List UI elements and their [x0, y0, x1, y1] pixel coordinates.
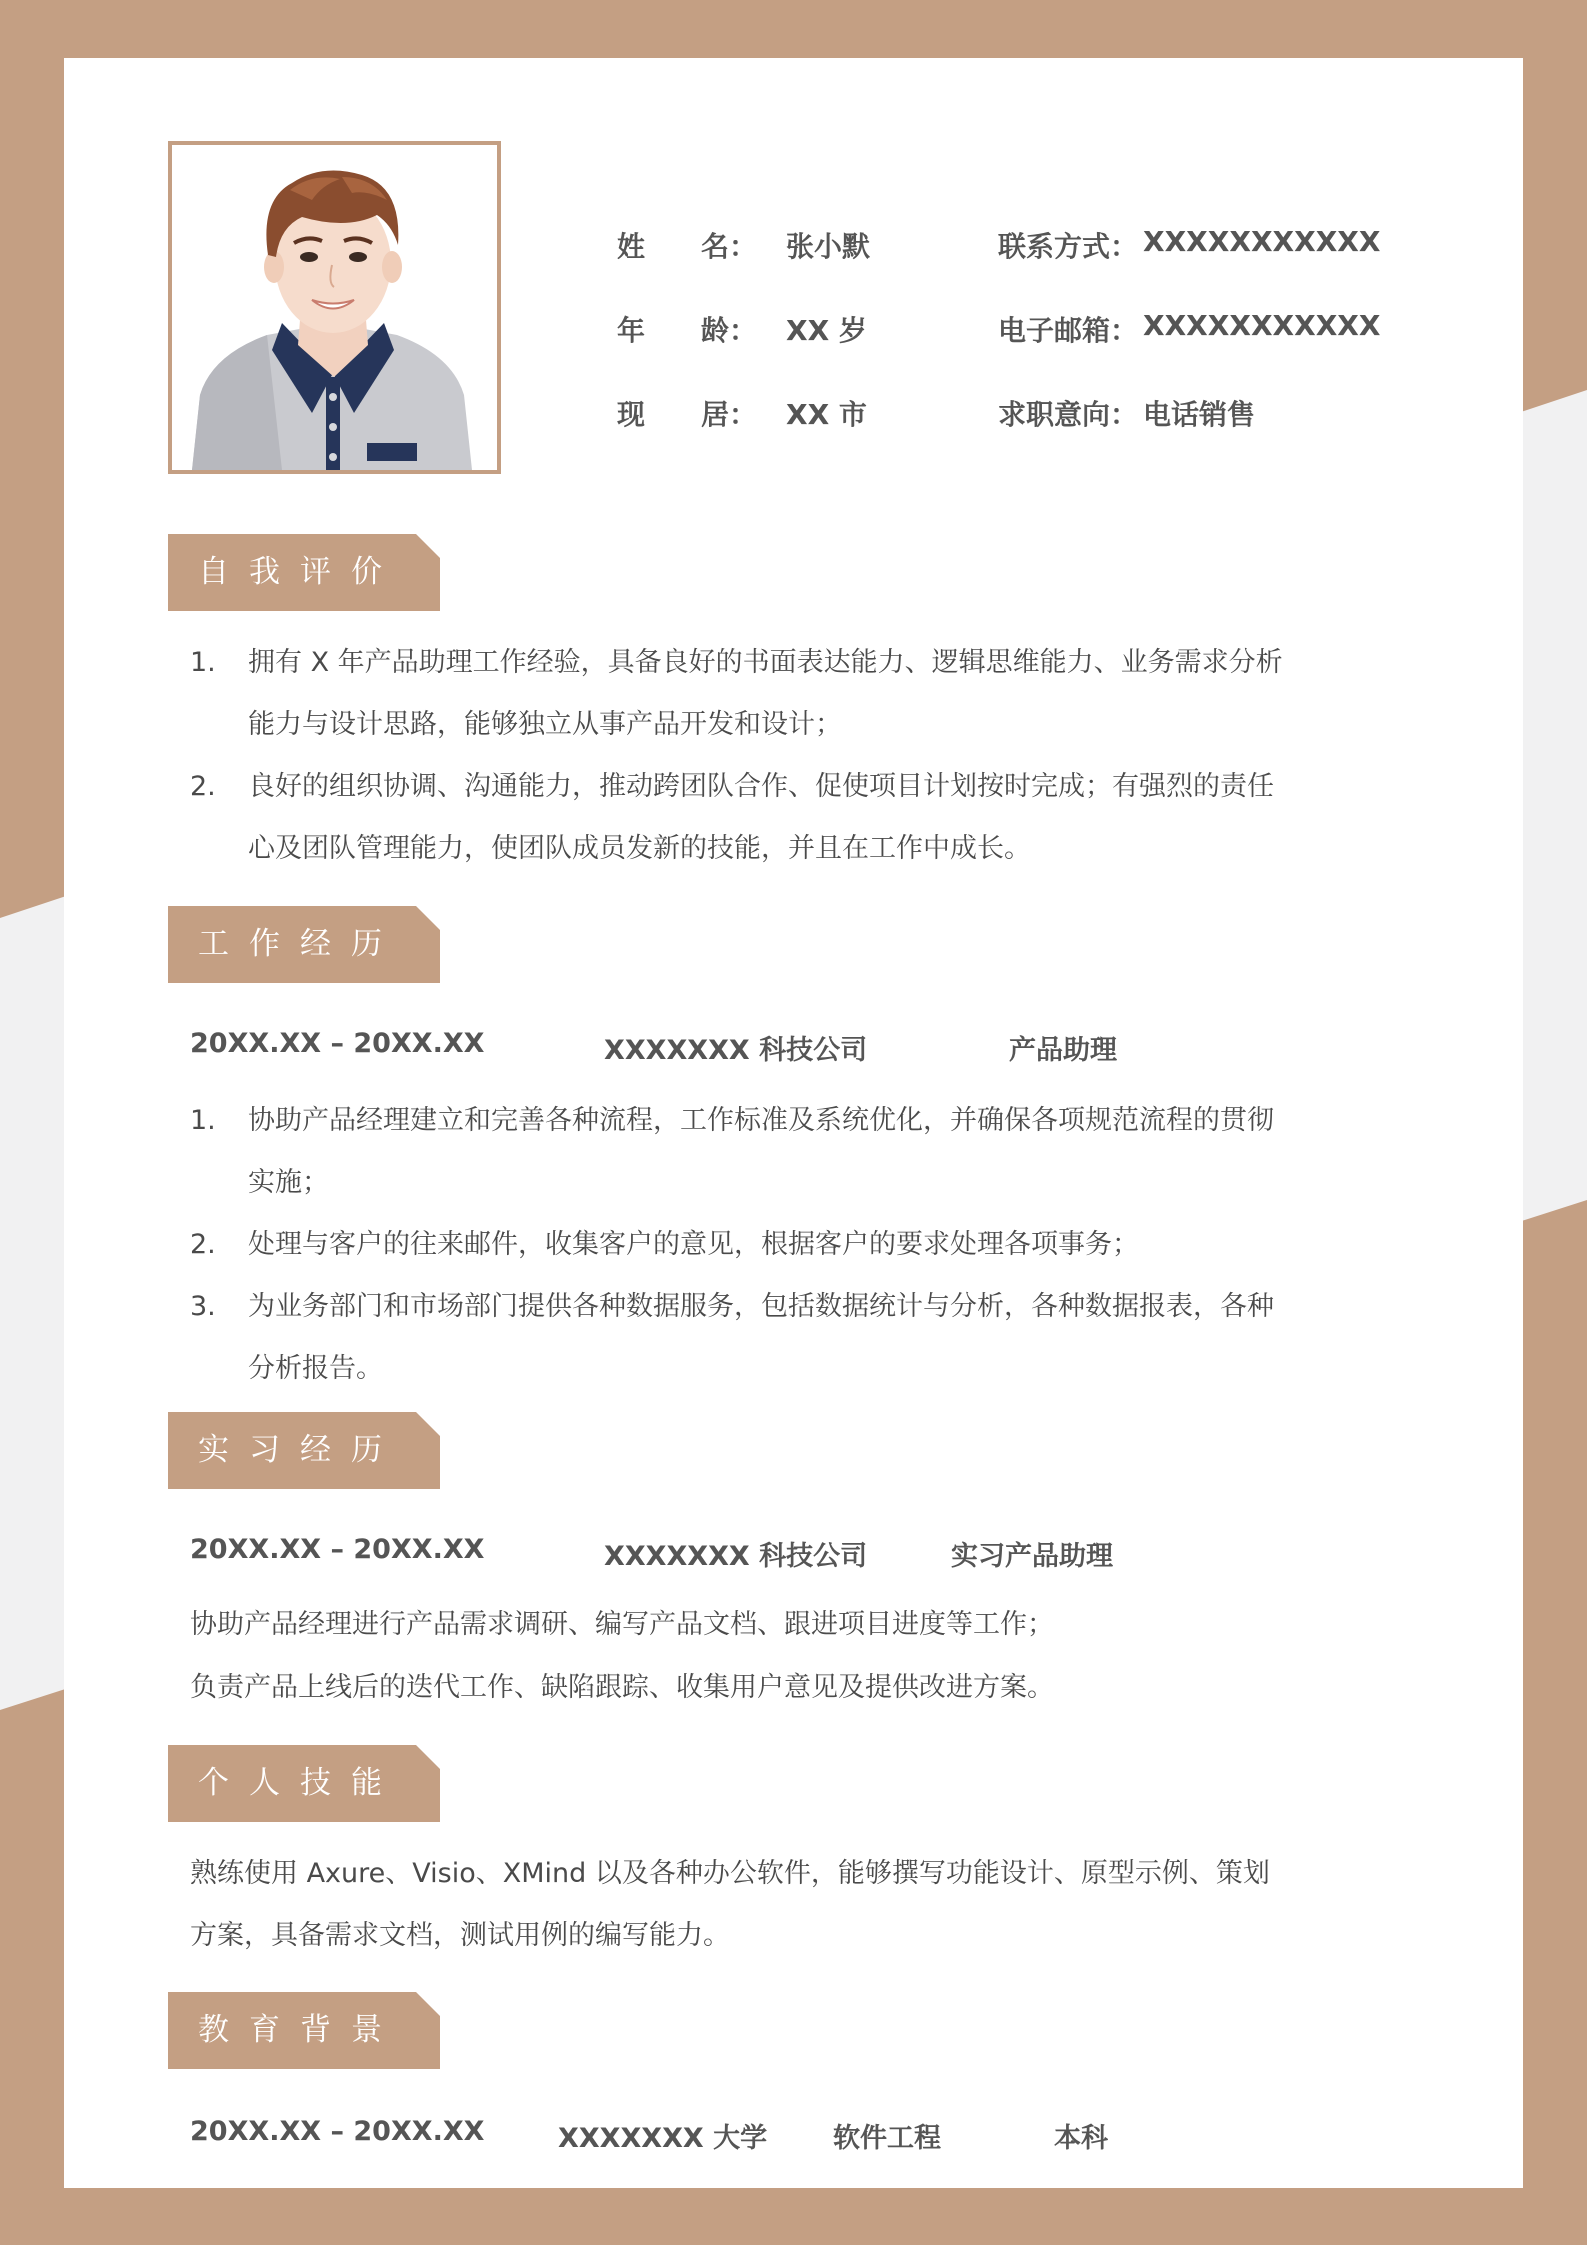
work-position: 产品助理 — [1009, 1035, 1117, 1066]
list-text-line: 协助产品经理建立和完善各种流程，工作标准及系统优化，并确保各项规范流程的贯彻 — [248, 1105, 1274, 1136]
list-item — [190, 1090, 1360, 1214]
list-text-line: 为业务部门和市场部门提供各种数据服务，包括数据统计与分析，各种数据报表，各种 — [248, 1291, 1274, 1322]
skills-line: 熟练使用 Axure、Visio、XMind 以及各种办公软件，能够撰写功能设计、原型示例、策划 — [190, 1858, 1270, 1889]
section-header-education — [168, 1992, 440, 2069]
email-value: XXXXXXXXXXX — [1143, 309, 1381, 342]
list-item — [190, 632, 1360, 756]
email-label: 电子邮箱： — [998, 314, 1139, 347]
section-header-work-experience — [168, 906, 440, 983]
internship-period: 20XX.XX – 20XX.XX — [190, 1534, 485, 1565]
list-number: 2. — [190, 771, 216, 802]
work-duties-list — [190, 1090, 1360, 1400]
internship-line: 负责产品上线后的迭代工作、缺陷跟踪、收集用户意见及提供改进方案。 — [190, 1672, 1054, 1703]
residence-value: XX 市 — [786, 398, 867, 431]
section-title: 教育背景 — [198, 2012, 402, 2048]
list-text-line: 心及团队管理能力，使团队成员发新的技能，并且在工作中成长。 — [248, 833, 1031, 864]
list-item — [190, 1276, 1360, 1400]
skills-line: 方案，具备需求文档，测试用例的编写能力。 — [190, 1920, 730, 1951]
section-title: 个人技能 — [198, 1765, 402, 1801]
work-company: XXXXXXX 科技公司 — [604, 1035, 868, 1066]
avatar-illustration-icon — [172, 145, 497, 470]
list-number: 1. — [190, 1105, 216, 1136]
section-header-internship — [168, 1412, 440, 1489]
self-evaluation-list — [190, 632, 1360, 880]
section-title: 实习经历 — [198, 1432, 402, 1468]
intention-value: 电话销售 — [1143, 398, 1256, 431]
name-value: 张小默 — [786, 230, 871, 263]
contact-label: 联系方式： — [998, 230, 1139, 263]
residence-label: 现 居： — [617, 398, 758, 431]
education-degree: 本科 — [1054, 2123, 1108, 2154]
education-school: XXXXXXX 大学 — [558, 2123, 768, 2154]
intention-label: 求职意向： — [998, 398, 1139, 431]
section-title: 自我评价 — [198, 554, 402, 590]
list-number: 2. — [190, 1229, 216, 1260]
list-text-line: 良好的组织协调、沟通能力，推动跨团队合作、促使项目计划按时完成；有强烈的责任 — [248, 771, 1274, 802]
section-title: 工作经历 — [198, 926, 402, 962]
list-text-line: 实施； — [248, 1167, 329, 1198]
internship-company: XXXXXXX 科技公司 — [604, 1541, 868, 1572]
section-header-skills — [168, 1745, 440, 1822]
list-number: 1. — [190, 647, 216, 678]
list-text-line: 拥有 X 年产品助理工作经验，具备良好的书面表达能力、逻辑思维能力、业务需求分析 — [248, 647, 1283, 678]
list-number: 3. — [190, 1291, 216, 1322]
age-label: 年 龄： — [617, 314, 758, 347]
age-value: XX 岁 — [786, 314, 867, 347]
list-text-line: 处理与客户的往来邮件，收集客户的意见，根据客户的要求处理各项事务； — [248, 1229, 1139, 1260]
list-item — [190, 756, 1360, 880]
list-item — [190, 1214, 1360, 1276]
list-text-line: 能力与设计思路，能够独立从事产品开发和设计； — [248, 709, 842, 740]
internship-position: 实习产品助理 — [951, 1541, 1113, 1572]
education-period: 20XX.XX – 20XX.XX — [190, 2116, 485, 2147]
internship-line: 协助产品经理进行产品需求调研、编写产品文档、跟进项目进度等工作； — [190, 1609, 1054, 1640]
skills-text — [190, 1843, 1360, 1967]
education-major: 软件工程 — [833, 2123, 941, 2154]
profile-photo — [168, 141, 501, 474]
list-text-line: 分析报告。 — [248, 1353, 383, 1384]
contact-value: XXXXXXXXXXX — [1143, 225, 1381, 258]
name-label: 姓 名： — [617, 230, 758, 263]
section-header-self-evaluation — [168, 534, 440, 611]
work-period: 20XX.XX – 20XX.XX — [190, 1028, 485, 1059]
